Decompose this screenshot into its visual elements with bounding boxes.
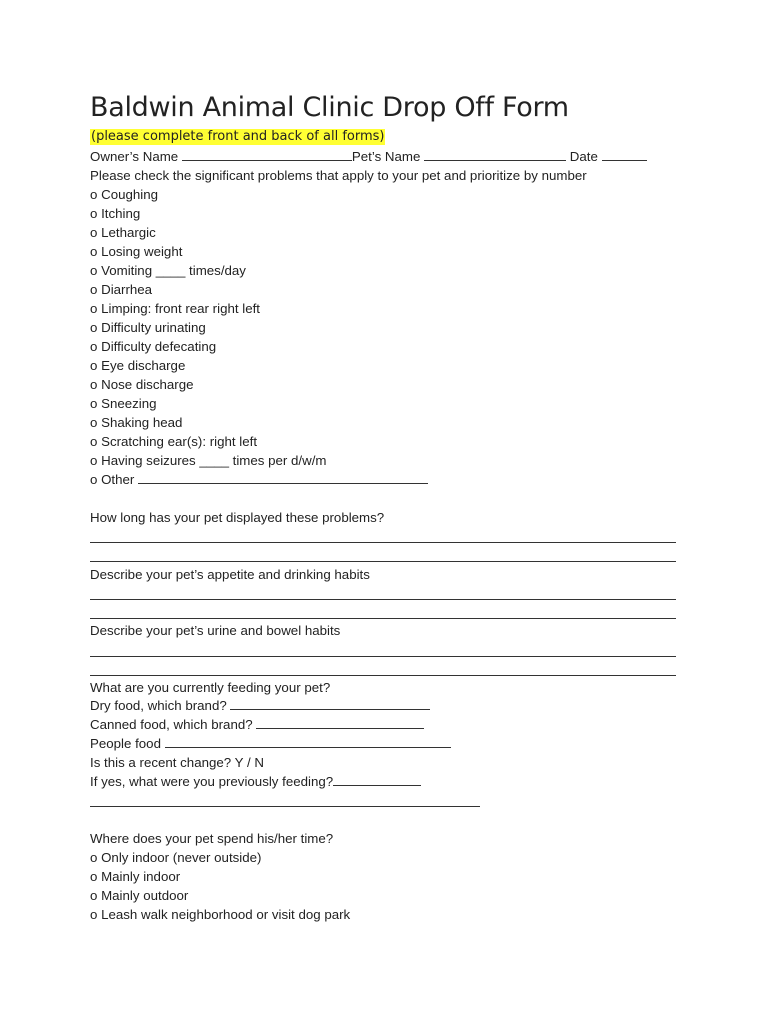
canned-food-label: Canned food, which brand? [90, 717, 253, 732]
other-problem-field[interactable] [138, 471, 428, 484]
problem-option[interactable]: o Difficulty defecating [90, 339, 217, 354]
problem-option[interactable]: o Itching [90, 206, 141, 221]
appetite-answer-line-1[interactable] [90, 599, 676, 600]
pet-name-label: Pet’s Name [351, 149, 421, 164]
feeding-question: What are you currently feeding your pet? [90, 680, 331, 695]
previous-feeding-answer-line[interactable] [90, 806, 480, 807]
problem-option[interactable]: o Shaking head [90, 415, 183, 430]
urine-answer-line-2[interactable] [90, 675, 676, 676]
problem-option-other[interactable]: o Other [90, 472, 135, 487]
appetite-question: Describe your pet’s appetite and drinking habits [90, 567, 370, 582]
problem-option[interactable]: o Vomiting ____ times/day [90, 263, 246, 278]
location-question: Where does your pet spend his/her time? [90, 831, 334, 846]
location-option[interactable]: o Only indoor (never outside) [90, 850, 262, 865]
canned-food-row [90, 716, 424, 734]
form-subtitle: (please complete front and back of all forms) [91, 129, 385, 144]
previous-feeding-row [90, 773, 421, 791]
date-label: Date [569, 149, 598, 164]
problem-option[interactable]: o Lethargic [90, 225, 156, 240]
recent-change-question[interactable]: Is this a recent change? Y / N [90, 755, 264, 770]
duration-question: How long has your pet displayed these problems? [90, 510, 385, 525]
urine-question: Describe your pet’s urine and bowel habits [90, 623, 341, 638]
date-field[interactable] [602, 148, 647, 161]
problem-option[interactable]: o Coughing [90, 187, 159, 202]
other-problem-row [90, 471, 428, 489]
location-option[interactable]: o Mainly outdoor [90, 888, 189, 903]
owner-name-label: Owner’s Name [90, 149, 179, 164]
appetite-answer-line-2[interactable] [90, 618, 676, 619]
people-food-label: People food [90, 736, 161, 751]
dry-food-field[interactable] [230, 697, 430, 710]
problem-option[interactable]: o Nose discharge [90, 377, 194, 392]
owner-pet-date-row [90, 148, 647, 166]
canned-food-field[interactable] [256, 716, 424, 729]
previous-feeding-label: If yes, what were you previously feeding? [90, 774, 334, 789]
problem-option[interactable]: o Limping: front rear right left [90, 301, 260, 316]
problem-option[interactable]: o Sneezing [90, 396, 157, 411]
dry-food-label: Dry food, which brand? [90, 698, 227, 713]
owner-name-field[interactable] [182, 148, 352, 161]
urine-answer-line-1[interactable] [90, 656, 676, 657]
problem-option[interactable]: o Scratching ear(s): right left [90, 434, 258, 449]
duration-answer-line-1[interactable] [90, 542, 676, 543]
previous-feeding-field[interactable] [333, 773, 421, 786]
form-title: Baldwin Animal Clinic Drop Off Form [90, 92, 569, 123]
location-option[interactable]: o Mainly indoor [90, 869, 181, 884]
duration-answer-line-2[interactable] [90, 561, 676, 562]
dry-food-row [90, 697, 430, 715]
problem-option[interactable]: o Having seizures ____ times per d/w/m [90, 453, 327, 468]
people-food-field[interactable] [165, 735, 451, 748]
location-option[interactable]: o Leash walk neighborhood or visit dog park [90, 907, 351, 922]
problem-option[interactable]: o Difficulty urinating [90, 320, 206, 335]
problem-option[interactable]: o Eye discharge [90, 358, 186, 373]
problem-option[interactable]: o Diarrhea [90, 282, 153, 297]
pet-name-field[interactable] [424, 148, 566, 161]
people-food-row [90, 735, 451, 753]
problem-option[interactable]: o Losing weight [90, 244, 183, 259]
instructions: Please check the significant problems that apply to your pet and prioritize by number [90, 168, 587, 183]
